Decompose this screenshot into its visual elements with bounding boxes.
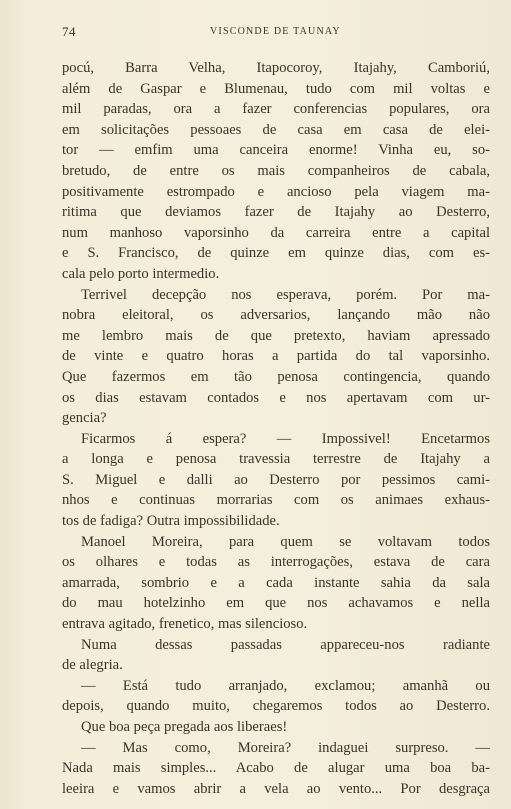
text-line: mil paradas, ora a fazer conferencias populares, ora [62,101,490,118]
text-line: tor — emfim uma canceira enorme! Vinha eu, so- [62,142,490,159]
text-line: a longa e penosa travessia terrestre de Itajahy a [62,451,490,468]
text-line: nobra eleitoral, os adversarios, lançando mão não [62,307,490,324]
text-line: — Está tudo arranjado, exclamou; amanhã ou [81,677,490,694]
text-line: cala pelo porto intermedio. [62,265,220,282]
text-line: depois, quando muito, chegaremos todos ao Desterro. [62,698,490,715]
text-line: além de Gaspar e Blumenau, tudo com mil voltas e [62,80,490,97]
text-line: nhos e continuas morrarias com os animaes exhaus- [62,492,490,509]
text-line: positivamente estrompado e ancioso pela viagem ma- [62,183,490,200]
text-line: pocú, Barra Velha, Itapocoroy, Itajahy, Camboriú, [62,60,490,76]
running-head: VISCONDE DE TAUNAY [210,26,341,37]
text-line: Terrivel decepção nos esperava, porém. Por ma- [81,286,490,303]
text-line: tos de fadiga? Outra impossibilidade. [62,513,280,530]
text-line: gencia? [62,410,107,427]
text-line: amarrada, sombrio e a cada instante sahia da sala [62,574,490,591]
text-line: Manoel Moreira, para quem se voltavam todos [81,533,490,550]
text-line: Que fazermos em tão penosa contingencia, quando [62,368,490,385]
text-line: entrava agitado, frenetico, mas silencioso. [62,616,308,633]
text-line: do mau hotelzinho em que nos achavamos e nella [62,595,490,612]
text-line: de alegria. [62,657,123,674]
page-number: 74 [62,24,76,39]
text-line: Ficarmos á espera? — Impossivel! Encetarmos [81,430,490,447]
text-line: S. Miguel e dalli ao Desterro por pessimos cami- [62,471,490,488]
text-line: leeira e vamos abrir a vela ao vento... Por desgraça [62,780,490,797]
text-line: num manhoso vaporsinho da carreira entre a capital [62,224,490,241]
text-line: — Mas como, Moreira? indaguei surpreso. — [81,739,490,756]
text-line: de vinte e quatro horas a partida do tal vaporsinho. [62,348,490,365]
body-text [62,58,490,799]
text-line: Numa dessas passadas appareceu-nos radiante [81,636,490,653]
text-line: e S. Francisco, de quinze em quinze dias, com es- [62,245,490,262]
text-line: os dias estavam contados e nos apertavam com ur- [62,389,490,406]
text-line: Nada mais simples... Acabo de alugar uma boa ba- [62,760,490,777]
text-line: os olhares e todas as interrogações, estava de cara [62,554,490,571]
page-header [62,24,490,44]
text-line: Que boa peça pregada aos liberaes! [81,719,288,735]
text-line: em solicitações pessoaes de casa em casa de elei- [62,121,490,138]
text-line: ritima que deviamos fazer de Itajahy ao Desterro, [62,204,490,221]
text-line: me lembro mais de que pretexto, haviam apressado [62,327,490,344]
text-line: bretudo, de entre os mais companheiros de cabala, [62,162,490,179]
